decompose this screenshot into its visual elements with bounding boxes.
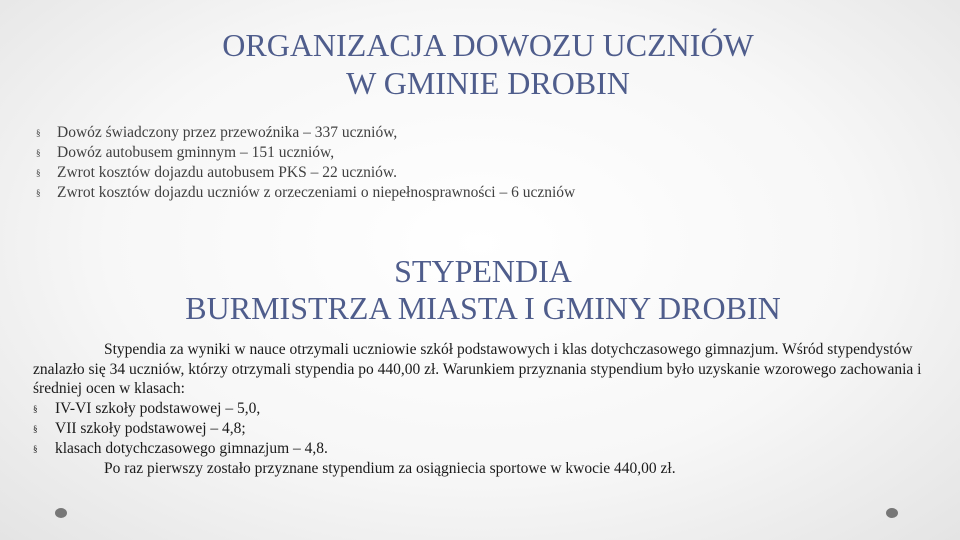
section1-title-line2: W GMINIE DROBIN	[346, 65, 630, 101]
bullet-icon: §	[33, 443, 38, 454]
bullet-icon: §	[36, 168, 41, 178]
bullet-icon: §	[36, 188, 41, 198]
list-item: § klasach dotychczasowego gimnazjum – 4,8.	[33, 439, 328, 457]
list-item: § Zwrot kosztów dojazdu autobusem PKS – 22 uczniów.	[36, 164, 397, 181]
criteria-list	[33, 399, 933, 459]
list-item: § Dowóz świadczony przez przewoźnika – 337 uczniów,	[36, 124, 398, 141]
section1-title	[8, 26, 960, 102]
paragraph	[33, 340, 933, 399]
list-item: § VII szkoły podstawowej – 4,8;	[33, 419, 246, 437]
bullet-icon: §	[36, 148, 41, 158]
scholarship-text	[33, 340, 933, 478]
decorative-dot-right	[886, 508, 898, 518]
section2-title	[3, 253, 960, 327]
list-item: § Dowóz autobusem gminnym – 151 uczniów,	[36, 144, 335, 161]
section2-title-line2: BURMISTRZA MIASTA I GMINY DROBIN	[185, 290, 781, 326]
decorative-dot-left	[55, 508, 67, 518]
bullet-icon: §	[36, 128, 41, 138]
section2-title-line1: STYPENDIA	[394, 253, 572, 289]
list-item: § Zwrot kosztów dojazdu uczniów z orzeczeniami o niepełnosprawności – 6 uczniów	[36, 184, 576, 201]
para1-first-sentence: Stypendia za wyniki w nauce otrzymali uczniowie szkół podstawowych i klas dotychczasowego gimnazjum.	[104, 341, 779, 358]
bullet-icon: §	[33, 423, 38, 434]
list-item: § IV-VI szkoły podstawowej – 5,0,	[33, 399, 261, 417]
section1-title-line1: ORGANIZACJA DOWOZU UCZNIÓW	[222, 27, 754, 63]
transport-list	[36, 123, 575, 203]
bullet-icon: §	[33, 403, 38, 414]
paragraph: Po raz pierwszy zostało przyznane stypendium za osiągniecia sportowe w kwocie 440,00 zł.	[104, 459, 676, 477]
para1-rest: Wśród stypendystów znalazło się 34 uczniów, którzy otrzymali stypendia po 440,00 zł. Warunkiem przyznania stypendium było uzyskanie wzorowego zachowania i średniej ocen w klasach:	[33, 341, 922, 397]
